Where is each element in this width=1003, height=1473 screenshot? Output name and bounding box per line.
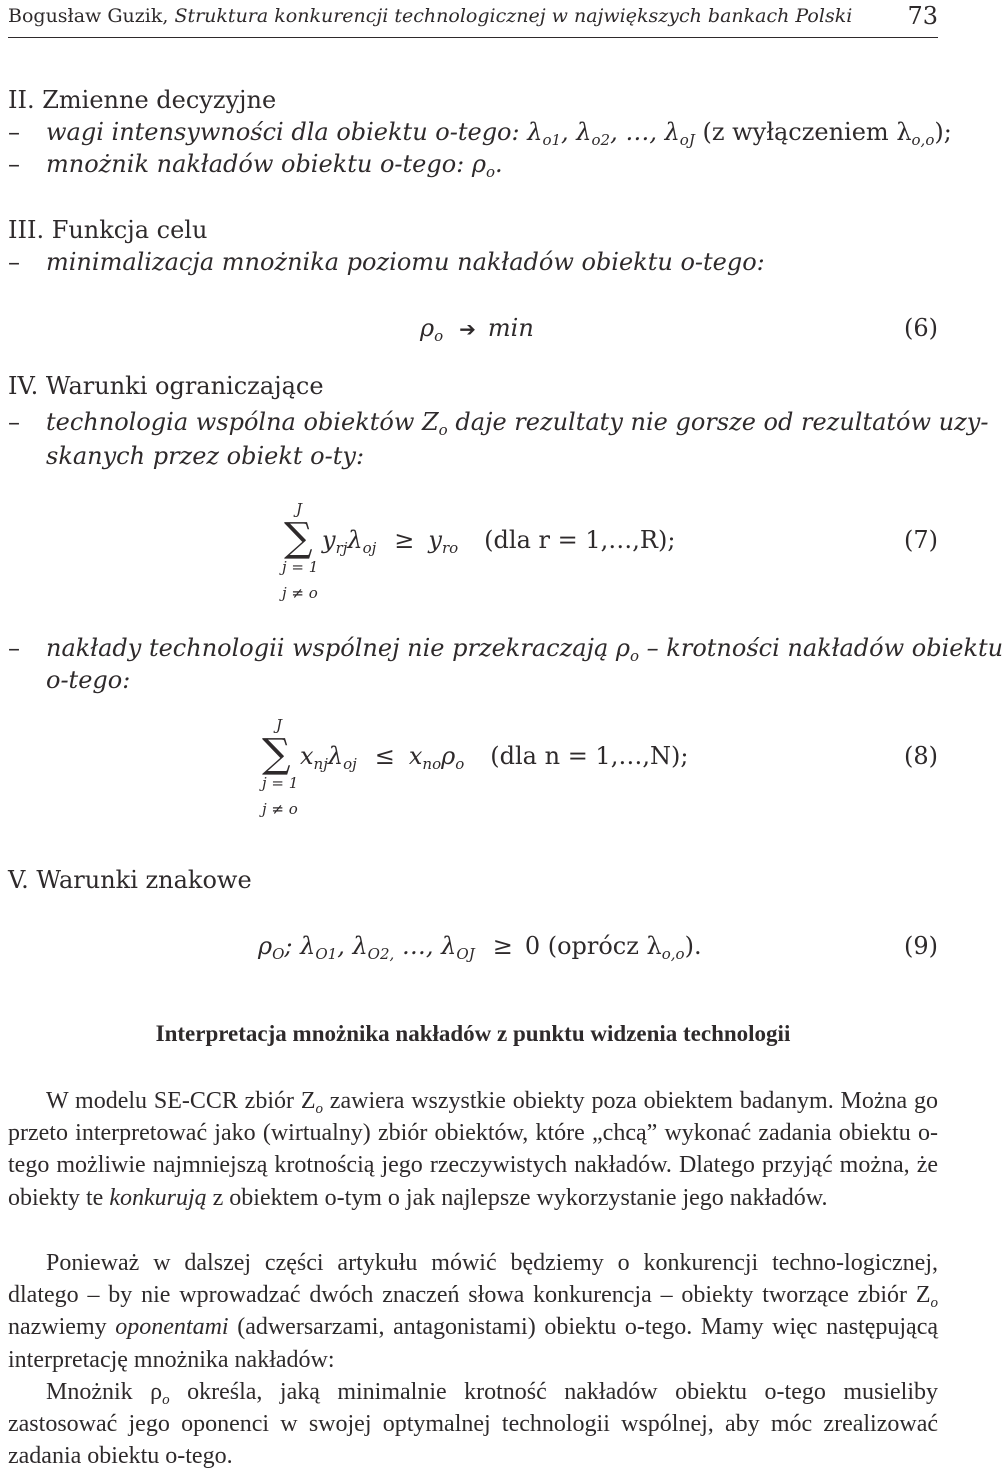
eq7-upper-limit: J — [296, 500, 303, 518]
eq7-lower-limit-1: j = 1 — [282, 558, 319, 576]
equation-6-number: (6) — [904, 314, 938, 342]
eq8-upper-limit: J — [276, 716, 283, 734]
eq8-sigma: ∑ — [262, 731, 291, 777]
header-rule — [8, 37, 938, 38]
dash-bullet: – — [8, 150, 20, 178]
section-4-title: IV. Warunki ograniczające — [8, 372, 324, 400]
eq7-sigma: ∑ — [284, 515, 313, 561]
equation-9: $\rho_O$; $\lambda_{O1}$, $\lambda_{O2,}$ …, $\lambda_{OJ} \ge 0$ (oprócz $\lambda_{o,o}$). — [258, 932, 702, 963]
section-4-item-2-line-2: o-tego: — [46, 666, 131, 694]
dash-bullet: – — [8, 118, 20, 146]
header-author: Bogusław Guzik, — [8, 5, 169, 27]
section-2-title: II. Zmienne decyzyjne — [8, 86, 277, 114]
header-title: Struktura konkurencji technologicznej w największych bankach Polski — [174, 5, 853, 27]
section-2-item-2-text: mnożnik nakładów obiektu o-tego: $\rho_o$. — [46, 150, 503, 181]
eq8-lower-limit-2: j ≠ o — [262, 800, 298, 818]
dash-bullet: – — [8, 408, 20, 436]
section-2-item-1-text: wagi intensywności dla obiektu o-tego: $\lambda_{o1}$, $\lambda_{o2}$, …, $\lambda_{oJ}$ (z wyłączeniem $\lambda_{o,o}$); — [46, 118, 952, 149]
equation-9-number: (9) — [904, 932, 938, 960]
dash-bullet: – — [8, 248, 20, 276]
dash-bullet: – — [8, 634, 20, 662]
equation-8-number: (8) — [904, 742, 938, 770]
equation-6: $\rho_o$ ➔ min — [420, 314, 534, 345]
header-author-title — [8, 5, 852, 27]
equation-8: $x_{nj}\lambda_{oj} \le x_{no}\rho_o$ (dla n = 1,…,N); — [300, 742, 689, 773]
running-header — [8, 0, 938, 32]
section-heading: Interpretacja mnożnika nakładów z punktu widzenia technologii — [155, 1021, 791, 1046]
paragraph-2: Ponieważ w dalszej części artykułu mówić będziemy o konkurencji techno-logicznej, dlatego – by nie wprowadzać dwóch znaczeń słowa konkurencja – obiekty tworzące zbiór $Z_o$ nazwiemy oponentami (adwersarzami, antagonistami) obiektu o-tego. Mamy więc następującą interpretację mnożnika nakładów: — [8, 1250, 939, 1373]
equation-7-number: (7) — [904, 526, 938, 554]
eq7-lower-limit-2: j ≠ o — [282, 584, 318, 602]
eq8-lower-limit-1: j = 1 — [262, 774, 299, 792]
paragraph-1: W modelu SE-CCR zbiór $Z_o$ zawiera wszystkie obiekty poza obiektem badanym. Można go przeto interpretować jako (wirtualny) zbiór obiektów, które „chcą” wykonać zadania obiektu o-tego możliwie najmniejszą krotnością jego rzeczywistych nakładów. Dlatego przyjąć można, że obiekty te konkurują z obiektem o-tym o jak najlepsze wykorzystanie jego nakładów. — [8, 1088, 938, 1211]
section-4-item-2-line-1: nakłady technologii wspólnej nie przekraczają $\rho_o$ – krotności nakładów obiektu — [46, 634, 1003, 665]
section-5-title: V. Warunki znakowe — [8, 866, 252, 894]
equation-7: $y_{rj}\lambda_{oj} \ge y_{ro}$ (dla r = 1,…,R); — [322, 526, 676, 557]
section-3-item-1-text: minimalizacja mnożnika poziomu nakładów obiektu o-tego: — [46, 248, 765, 276]
section-4-item-1-line-1: technologia wspólna obiektów $Z_o$ daje rezultaty nie gorsze od rezultatów uzy- — [46, 408, 989, 439]
section-3-title: III. Funkcja celu — [8, 216, 208, 244]
paragraph-3: Mnożnik $\rho_o$ określa, jaką minimalnie krotność nakładów obiektu o-tego musieliby zastosować jego oponenci w swojej optymalnej technologii wspólnej, aby móc zrealizować zadania obiektu o-tego. — [8, 1379, 938, 1470]
section-4-item-1-line-2: skanych przez obiekt o-ty: — [46, 442, 365, 470]
arrow-icon: ➔ — [459, 317, 476, 341]
page-number: 73 — [907, 2, 938, 30]
